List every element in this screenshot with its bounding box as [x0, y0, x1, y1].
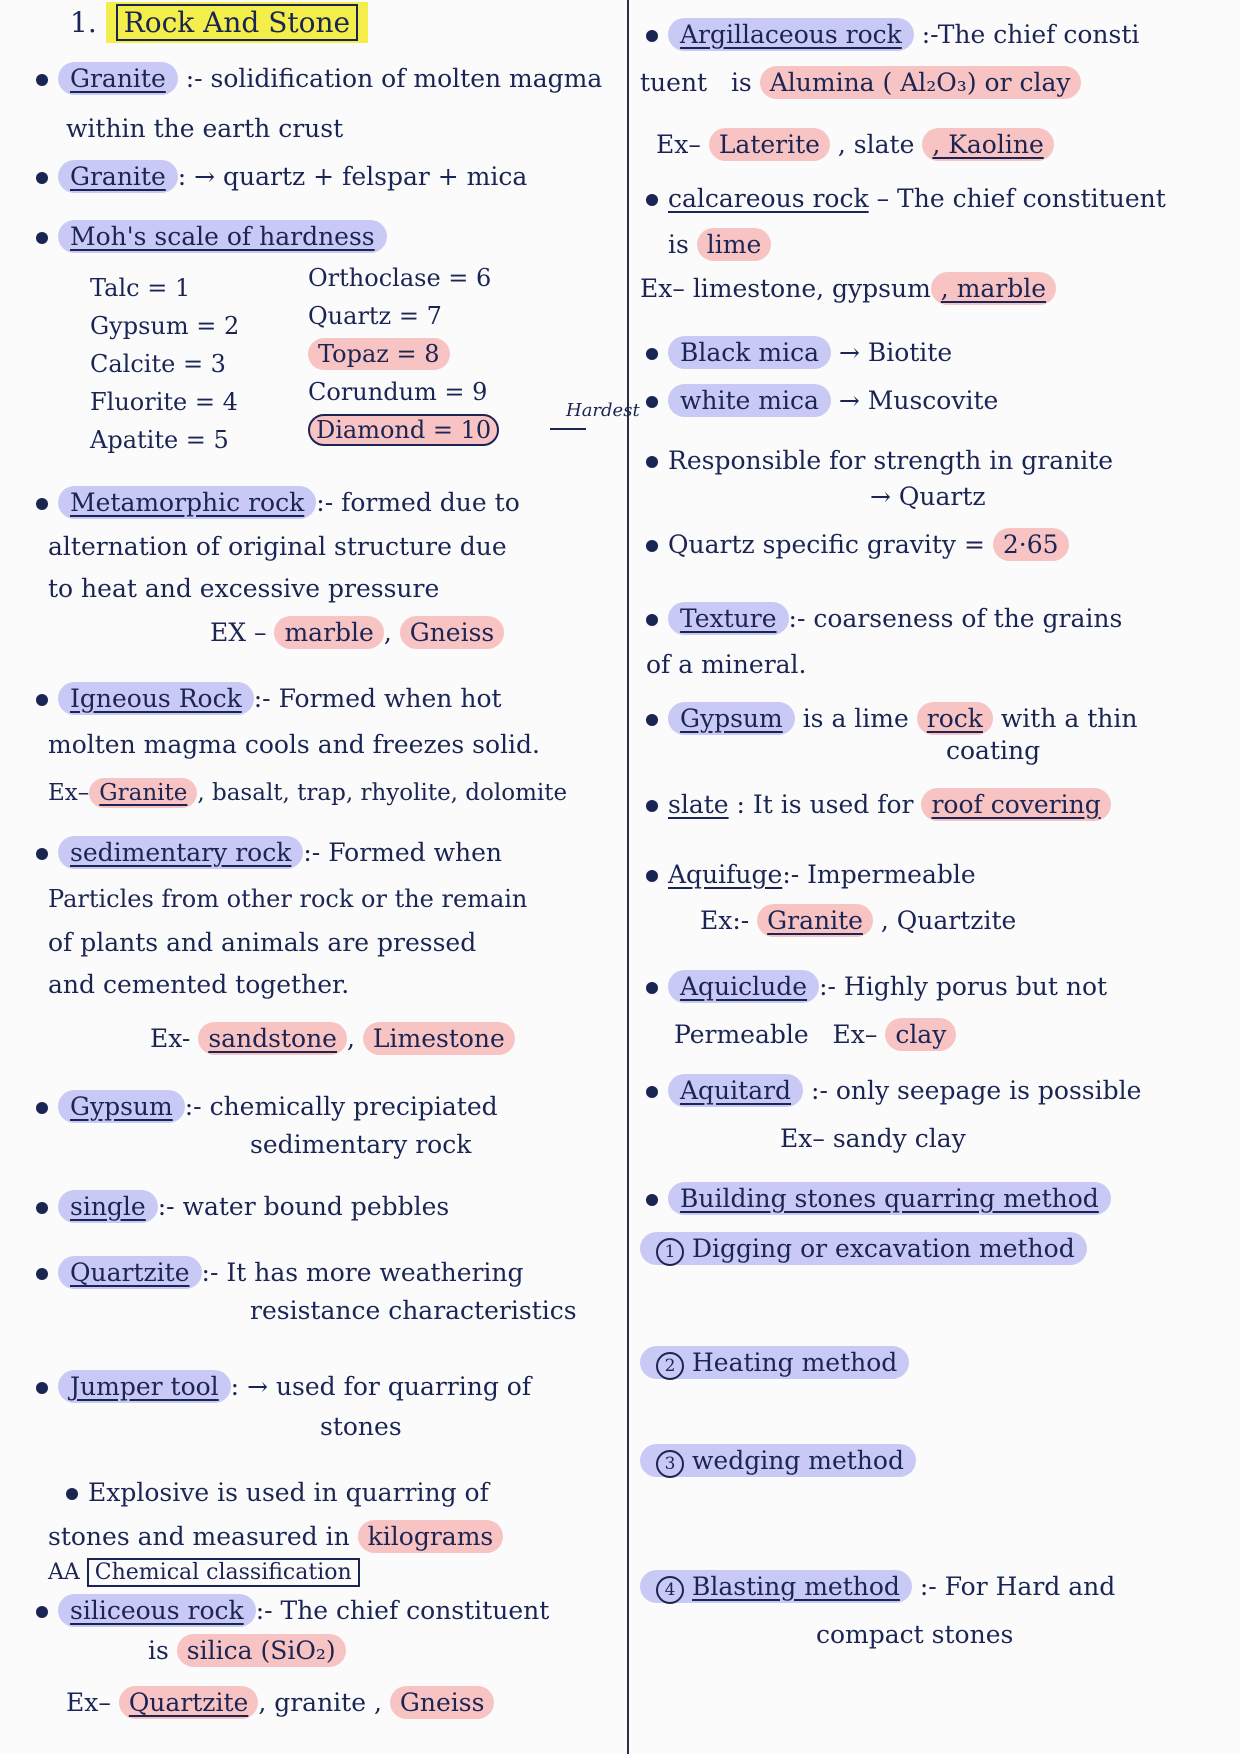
igneous-rock: Igneous Rock :- Formed when hot [30, 682, 622, 716]
chemical-classification: AA Chemical classification [30, 1556, 622, 1590]
metamorphic-examples: EX – marble , Gneiss [30, 616, 622, 650]
explosive-note-cont: stones and measured in kilograms [30, 1520, 622, 1554]
title-number: 1. [70, 6, 97, 39]
bullet-icon [36, 1268, 48, 1280]
siliceous-cont: is silica (SiO₂) [30, 1634, 622, 1668]
method-3: 3 wedging method [640, 1444, 1225, 1478]
granite-definition: Granite :- solidification of molten magma [30, 62, 622, 96]
bullet-icon [66, 1488, 78, 1500]
arrow-right-icon: → [838, 338, 860, 367]
page-title [70, 6, 622, 40]
aquitard-examples: Ex– sandy clay [780, 1124, 966, 1153]
left-column: 1. Rock And Stone Granite :- solidification of molten magma within the earth crust Granite : → quartz + felspar + mica Moh's scale of hardness Talc = 1 Gypsum = 2 Calcite = 3 Fluorite = 4 Apatite = 5 Orthoclase = 6 Quartz = 7 Topaz = 8 Corundum = 9 Diamond = 10 Hardest Metamorphic rock :- formed due to alternation of original structure due to heat and excessive pressure EX – marble , Gneiss Igneous Rock :- Formed when hot molten magma cools and freezes solid. Ex– Granite , basalt, trap, rhyolite, dolomite sedimentary rock :- Formed when Particles from other rock or the remain of plants and animals are pressed and cemented together. Ex- sandstone , Limestone Gypsum :- chemically precipiated sedimentary rock single :- water bound pebbles Quartzite :- It has more weathering resistance characteristics Jumper tool : → used for quarring of stones Explosive is used in quarring of stones and measured in kilograms AA Chemical classification siliceous rock :- The chief constituent is silica (SiO₂) Ex– Quartzite , granite , Gneiss [30, 0, 622, 1754]
explosive-note: Explosive is used in quarring of [30, 1476, 622, 1510]
bullet-icon [646, 456, 658, 468]
argillaceous-cont: tuent is Alumina ( Al₂O₃) or clay [640, 66, 1225, 100]
bullet-icon [646, 348, 658, 360]
gypsum-def: Gypsum :- chemically precipiated [30, 1090, 622, 1124]
metamorphic-rock: Metamorphic rock :- formed due to [30, 486, 622, 520]
bullet-icon [646, 982, 658, 994]
calcareous-cont: is lime [640, 228, 1225, 262]
texture-def: Texture :- coarseness of the grains [640, 602, 1225, 636]
mohs-item-diamond: Diamond = 10 [308, 414, 499, 446]
slate-def: slate : It is used for roof covering [640, 788, 1225, 822]
quartz-specific-gravity: Quartz specific gravity = 2·65 [640, 528, 1225, 562]
granite-term: Granite [58, 62, 178, 95]
mohs-item: Calcite = 3 [90, 350, 226, 378]
bullet-icon [36, 1382, 48, 1394]
white-mica: white mica → Muscovite [640, 384, 1225, 418]
aquiclude-cont: Permeable Ex– clay [640, 1018, 1225, 1052]
bullet-icon [36, 694, 48, 706]
mohs-heading: Moh's scale of hardness [30, 220, 622, 254]
number-circle-icon: 3 [656, 1450, 684, 1478]
mohs-item: Quartz = 7 [308, 302, 442, 330]
mohs-item: Corundum = 9 [308, 378, 488, 406]
mohs-item: Apatite = 5 [90, 426, 229, 454]
sedimentary-examples: Ex- sandstone , Limestone [30, 1022, 622, 1056]
method-1: 1 Digging or excavation method [640, 1232, 1225, 1266]
number-circle-icon: 2 [656, 1352, 684, 1380]
jumper-tool-def: Jumper tool : → used for quarring of [30, 1370, 622, 1404]
right-column: Argillaceous rock :-The chief consti tuent is Alumina ( Al₂O₃) or clay Ex– Laterite , slate , Kaoline calcareous rock – The chief constituent is lime Ex– limestone, gypsum , marble Black mica → Biotite white mica → Muscovite Responsible for strength in granite → Quartz Quartz specific gravity = 2·65 Texture :- coarseness of the grains of a mineral. Gypsum is a lime rock with a thin coating slate : It is used for roof covering Aquifuge:- Impermeable Ex:- Granite , Quartzite Aquiclude :- Highly porus but not Permeable Ex– clay Aquitard :- only seepage is possible Ex– sandy clay Building stones quarring method 1 Digging or excavation method 2 Heating method 3 wedging method 4 Blasting method :- For Hard and compact stones [640, 0, 1225, 1754]
aquiclude-def: Aquiclude :- Highly porus but not [640, 970, 1225, 1004]
black-mica: Black mica → Biotite [640, 336, 1225, 370]
gypsum-lime-rock: Gypsum is a lime rock with a thin [640, 702, 1225, 736]
title-highlight [106, 2, 368, 43]
bullet-icon [646, 1194, 658, 1206]
mohs-item: Topaz = 8 [308, 338, 450, 370]
method-4: 4 Blasting method :- For Hard and [640, 1570, 1225, 1604]
bullet-icon [36, 498, 48, 510]
granite-composition: Granite : → quartz + felspar + mica [30, 160, 622, 194]
mohs-item: Talc = 1 [90, 274, 191, 302]
hardest-pointer [550, 428, 586, 430]
quartzite-def: Quartzite :- It has more weathering [30, 1256, 622, 1290]
number-circle-icon: 4 [656, 1576, 684, 1604]
aquifuge-def: Aquifuge:- Impermeable [640, 858, 1225, 892]
method-2: 2 Heating method [640, 1346, 1225, 1380]
bullet-icon [646, 800, 658, 812]
argillaceous-examples: Ex– Laterite , slate , Kaoline [640, 128, 1225, 162]
igneous-examples: Ex– Granite , basalt, trap, rhyolite, dolomite [48, 780, 568, 806]
aquifuge-examples: Ex:- Granite , Quartzite [700, 906, 1017, 935]
calcareous-rock: calcareous rock – The chief constituent [640, 182, 1225, 216]
bullet-icon [646, 194, 658, 206]
arrow-right-icon: → [838, 386, 860, 415]
bullet-icon [646, 540, 658, 552]
bullet-icon [36, 172, 48, 184]
bullet-icon [36, 1606, 48, 1618]
calcareous-examples: Ex– limestone, gypsum , marble [640, 272, 1225, 306]
aquitard-def: Aquitard :- only seepage is possible [640, 1074, 1225, 1108]
bullet-icon [36, 232, 48, 244]
bullet-icon [36, 848, 48, 860]
bullet-icon [36, 74, 48, 86]
bullet-icon [36, 1202, 48, 1214]
number-circle-icon: 1 [656, 1238, 684, 1266]
bullet-icon [646, 1086, 658, 1098]
hardest-note: Hardest [566, 400, 640, 421]
bullet-icon [646, 714, 658, 726]
siliceous-examples: Ex– Quartzite , granite , Gneiss [30, 1686, 622, 1720]
siliceous-rock: siliceous rock :- The chief constituent [30, 1594, 622, 1628]
bullet-icon [646, 870, 658, 882]
mohs-item: Orthoclase = 6 [308, 264, 492, 292]
mohs-item: Gypsum = 2 [90, 312, 240, 340]
bullet-icon [646, 614, 658, 626]
column-divider [627, 0, 629, 1754]
granite-definition-cont: within the earth crust [66, 114, 344, 143]
bullet-icon [36, 1102, 48, 1114]
bullet-icon [646, 396, 658, 408]
single-def: single :- water bound pebbles [30, 1190, 622, 1224]
sedimentary-rock: sedimentary rock :- Formed when [30, 836, 622, 870]
strength-note: Responsible for strength in granite [640, 444, 1225, 478]
bullet-icon [646, 30, 658, 42]
building-stones-heading: Building stones quarring method [640, 1182, 1225, 1216]
argillaceous-rock: Argillaceous rock :-The chief consti [640, 18, 1225, 52]
title-text: Rock And Stone [116, 4, 358, 41]
mohs-item: Fluorite = 4 [90, 388, 238, 416]
